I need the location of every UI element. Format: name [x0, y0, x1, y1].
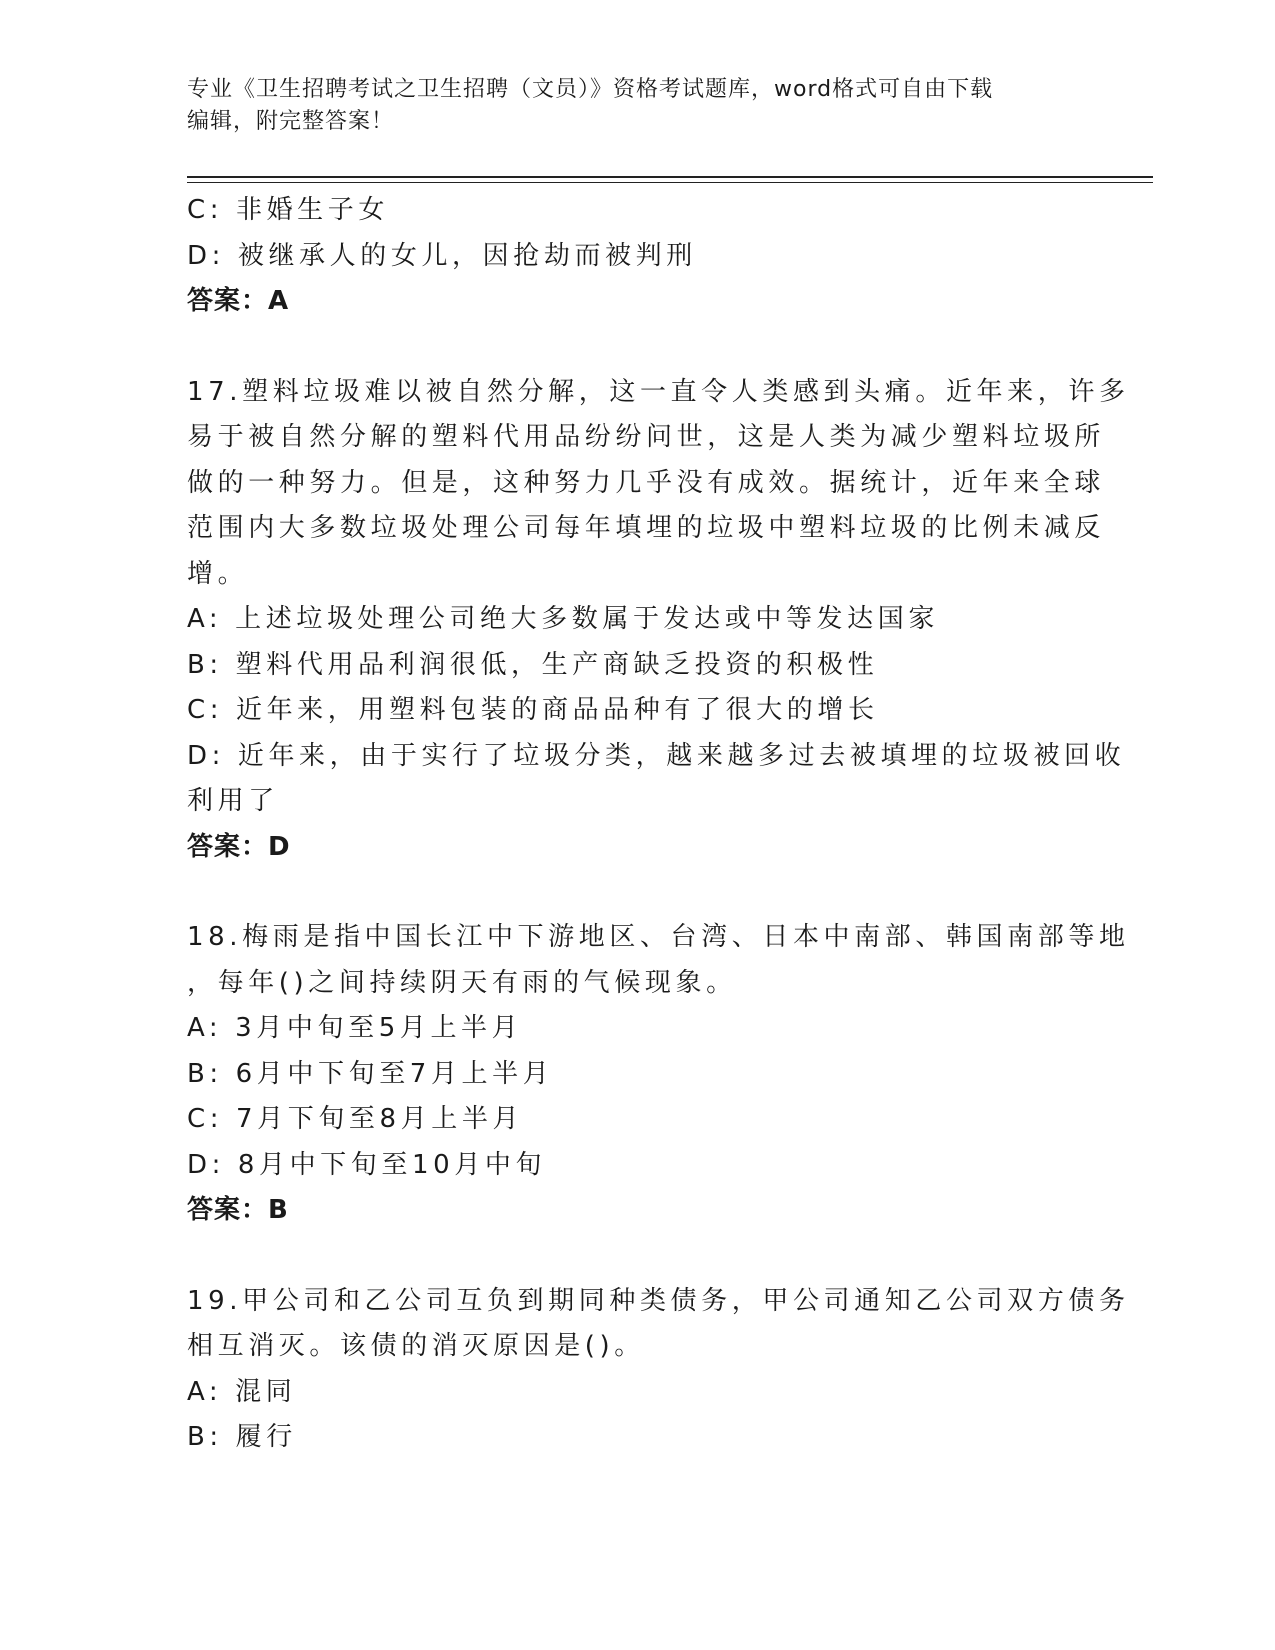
option-d: D: 8月中下旬至10月中旬 — [187, 1149, 547, 1180]
question-stem-line: 范围内大多数垃圾处理公司每年填埋的垃圾中塑料垃圾的比例未减反 — [187, 513, 1106, 543]
header-divider-thick — [187, 176, 1153, 178]
question-stem-line: 19.甲公司和乙公司互负到期同种类债务，甲公司通知乙公司双方债务 — [187, 1285, 1130, 1316]
option-c: C: 非婚生子女 — [187, 195, 389, 225]
spacer — [187, 325, 1077, 370]
option-c: C: 近年来，用塑料包装的商品品种有了很大的增长 — [187, 695, 879, 725]
option-b: B: 6月中下旬至7月上半月 — [187, 1058, 554, 1089]
header-divider-thin — [187, 182, 1153, 183]
question-18 — [187, 915, 1130, 1234]
question-19 — [187, 1279, 1130, 1461]
question-stem-line: ，每年()之间持续阴天有雨的气候现象。 — [187, 967, 737, 998]
option-a: A: 混同 — [187, 1376, 297, 1407]
option-a: A: 3月中旬至5月上半月 — [187, 1013, 523, 1043]
option-c: C: 7月下旬至8月上半月 — [187, 1104, 524, 1134]
option-b: B: 履行 — [187, 1422, 297, 1452]
header-line-1: 专业《卫生招聘考试之卫生招聘（文员）》资格考试题库，word格式可自由下载 — [187, 77, 994, 102]
answer-label: 答案：A — [187, 286, 290, 316]
question-stem-line: 17.塑料垃圾难以被自然分解，这一直令人类感到头痛。近年来，许多 — [187, 376, 1130, 407]
header-line-2: 编辑，附完整答案！ — [187, 109, 395, 134]
document-header — [187, 74, 1067, 138]
answer-label: 答案：B — [187, 1195, 289, 1225]
spacer — [187, 870, 1077, 915]
option-a: A: 上述垃圾处理公司绝大多数属于发达或中等发达国家 — [187, 604, 939, 634]
option-d: D: 被继承人的女儿，因抢劫而被判刑 — [187, 240, 697, 271]
question-stem-line: 易于被自然分解的塑料代用品纷纷问世，这是人类为减少塑料垃圾所 — [187, 422, 1106, 452]
question-stem-line: 相互消灭。该债的消灭原因是()。 — [187, 1331, 645, 1361]
question-stem-line: 做的一种努力。但是，这种努力几乎没有成效。据统计，近年来全球 — [187, 467, 1106, 498]
spacer — [187, 1234, 1077, 1279]
question-17 — [187, 370, 1130, 871]
option-b: B: 塑料代用品利润很低，生产商缺乏投资的积极性 — [187, 649, 879, 680]
question-stem-line: 18.梅雨是指中国长江中下游地区、台湾、日本中南部、韩国南部等地 — [187, 922, 1130, 952]
answer-label: 答案：D — [187, 831, 291, 862]
question-stem-line: 增。 — [187, 558, 249, 589]
option-d-continued: 利用了 — [187, 786, 279, 816]
question-16-continued — [187, 188, 1077, 325]
question-list — [187, 188, 1130, 1461]
option-d: D: 近年来，由于实行了垃圾分类，越来越多过去被填埋的垃圾被回收 — [187, 740, 1126, 771]
